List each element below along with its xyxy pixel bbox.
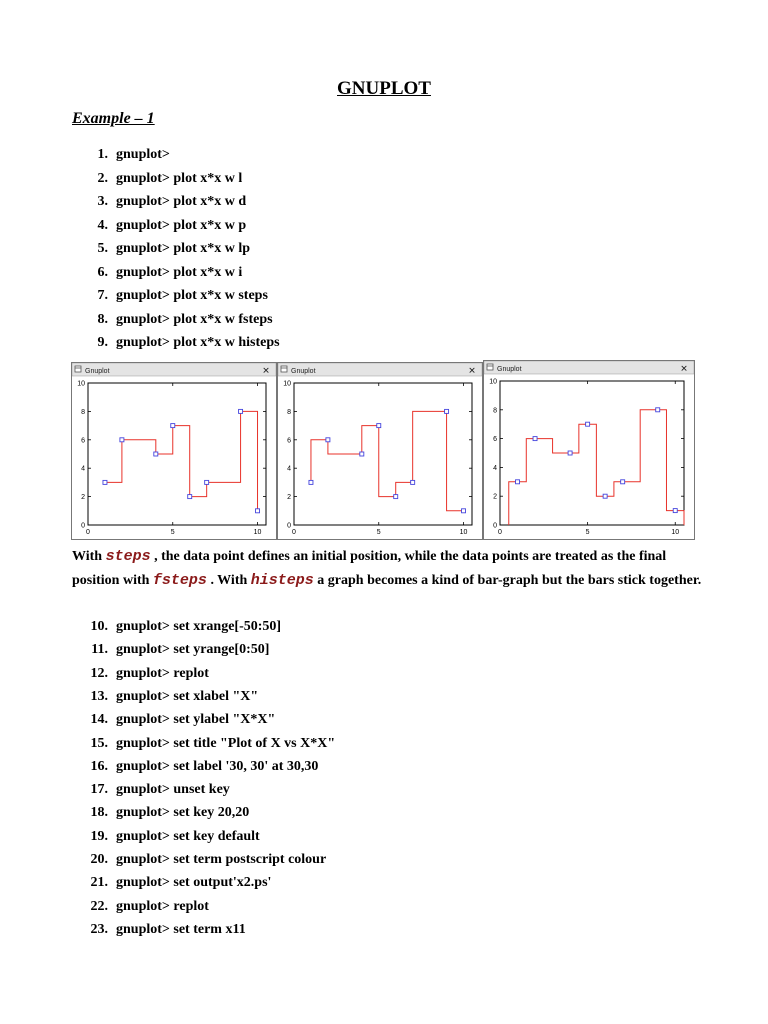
command-line: 22. gnuplot> replot bbox=[90, 898, 209, 914]
command-line: 5. gnuplot> plot x*x w lp bbox=[97, 241, 251, 256]
x-tick-label: 10 bbox=[671, 529, 680, 536]
data-point bbox=[568, 451, 572, 455]
command-line: 16. gnuplot> set label '30, 30' at 30,30 bbox=[90, 758, 319, 774]
plot-border bbox=[294, 383, 472, 525]
y-tick-label: 4 bbox=[493, 464, 497, 472]
y-tick-label: 2 bbox=[81, 494, 85, 502]
data-point bbox=[256, 509, 260, 513]
data-point bbox=[205, 480, 209, 484]
command-line: 17. gnuplot> unset key bbox=[90, 782, 230, 798]
keyword-fsteps: fsteps bbox=[152, 571, 207, 589]
keyword-histeps: histeps bbox=[250, 571, 314, 589]
y-tick-label: 10 bbox=[77, 380, 85, 388]
x-tick-label: 0 bbox=[86, 529, 90, 536]
command-line: 2. gnuplot> plot x*x w l bbox=[97, 170, 243, 186]
command-line: 11. gnuplot> set yrange[0:50] bbox=[91, 642, 270, 658]
x-tick-label: 10 bbox=[459, 529, 468, 536]
command-line: 13. gnuplot> set xlabel "X" bbox=[90, 688, 259, 704]
data-point bbox=[394, 495, 398, 499]
command-line: 6. gnuplot> plot x*x w i bbox=[97, 264, 243, 280]
close-icon[interactable]: ✕ bbox=[468, 366, 476, 377]
command-line: 9. gnuplot> plot x*x w histeps bbox=[97, 335, 280, 350]
y-tick-label: 10 bbox=[489, 378, 497, 386]
window-title: Gnuplot bbox=[85, 368, 110, 375]
y-tick-label: 6 bbox=[287, 437, 291, 445]
data-point bbox=[309, 480, 313, 484]
window-title: Gnuplot bbox=[291, 368, 316, 375]
command-line: 3. gnuplot> plot x*x w d bbox=[97, 194, 247, 209]
gnuplot-window[interactable] bbox=[277, 362, 483, 540]
command-line: 1. gnuplot> bbox=[97, 147, 170, 162]
y-tick-label: 6 bbox=[81, 437, 85, 445]
y-tick-label: 4 bbox=[81, 465, 85, 473]
data-point bbox=[120, 438, 124, 442]
y-tick-label: 0 bbox=[287, 522, 291, 530]
y-tick-label: 8 bbox=[493, 407, 497, 415]
command-line: 10. gnuplot> set xrange[-50:50] bbox=[90, 619, 282, 634]
window-menu-icon bbox=[281, 366, 287, 372]
fsteps-chart bbox=[278, 363, 482, 539]
histeps-chart bbox=[484, 361, 694, 539]
data-point bbox=[586, 422, 590, 426]
window-menu-icon bbox=[487, 364, 493, 370]
window-menu-icon bbox=[75, 366, 81, 372]
page-title: GNUPLOT bbox=[337, 78, 431, 99]
y-tick-label: 6 bbox=[493, 436, 497, 444]
y-tick-label: 0 bbox=[81, 522, 85, 530]
y-tick-label: 2 bbox=[287, 494, 291, 502]
data-point bbox=[411, 480, 415, 484]
explanation-paragraph: With steps , the data point defines an initial position, while the data points are treated as the final position with fsteps . With histeps a graph becomes a kind of bar-graph but the bars stick together. bbox=[72, 548, 702, 589]
steps-chart bbox=[72, 363, 276, 539]
close-icon[interactable]: ✕ bbox=[680, 364, 688, 375]
y-tick-label: 8 bbox=[81, 408, 85, 416]
data-point bbox=[673, 509, 677, 513]
plot-border bbox=[88, 383, 266, 525]
data-point bbox=[603, 494, 607, 498]
command-line: 23. gnuplot> set term x11 bbox=[90, 921, 246, 937]
data-point bbox=[533, 437, 537, 441]
x-tick-label: 5 bbox=[170, 529, 175, 536]
x-tick-label: 5 bbox=[376, 529, 381, 536]
y-tick-label: 2 bbox=[493, 493, 497, 501]
command-line: 15. gnuplot> set title "Plot of X vs X*X" bbox=[90, 735, 336, 751]
data-point bbox=[326, 438, 330, 442]
data-point bbox=[239, 409, 243, 413]
keyword-steps: steps bbox=[105, 548, 151, 565]
gnuplot-window[interactable] bbox=[483, 360, 695, 540]
command-line: 8. gnuplot> plot x*x w fsteps bbox=[97, 311, 273, 327]
x-tick-label: 0 bbox=[498, 529, 502, 536]
close-icon[interactable]: ✕ bbox=[262, 366, 270, 377]
command-line: 20. gnuplot> set term postscript colour bbox=[90, 852, 327, 867]
x-tick-label: 10 bbox=[253, 529, 262, 536]
command-line: 7. gnuplot> plot x*x w steps bbox=[97, 288, 268, 303]
plot-border bbox=[500, 381, 684, 525]
command-line: 4. gnuplot> plot x*x w p bbox=[97, 217, 247, 233]
data-point bbox=[656, 408, 660, 412]
command-line: 21. gnuplot> set output'x2.ps' bbox=[90, 875, 272, 891]
window-title: Gnuplot bbox=[497, 366, 522, 373]
data-point bbox=[377, 424, 381, 428]
y-tick-label: 8 bbox=[287, 408, 291, 416]
example-heading: Example – 1 bbox=[72, 110, 155, 127]
gnuplot-window[interactable] bbox=[71, 362, 277, 540]
x-tick-label: 0 bbox=[292, 529, 296, 536]
y-tick-label: 4 bbox=[287, 465, 291, 473]
y-tick-label: 10 bbox=[283, 380, 291, 388]
data-point bbox=[154, 452, 158, 456]
data-point bbox=[188, 495, 192, 499]
data-point bbox=[462, 509, 466, 513]
y-tick-label: 0 bbox=[493, 522, 497, 530]
data-point bbox=[103, 480, 107, 484]
data-point bbox=[516, 480, 520, 484]
x-tick-label: 5 bbox=[585, 529, 590, 536]
data-point bbox=[171, 424, 175, 428]
command-line: 12. gnuplot> replot bbox=[90, 665, 209, 681]
data-point bbox=[445, 409, 449, 413]
command-line: 14. gnuplot> set ylabel "X*X" bbox=[90, 712, 276, 728]
command-line: 18. gnuplot> set key 20,20 bbox=[90, 805, 250, 821]
data-point bbox=[360, 452, 364, 456]
command-line: 19. gnuplot> set key default bbox=[90, 828, 260, 844]
data-point bbox=[621, 480, 625, 484]
